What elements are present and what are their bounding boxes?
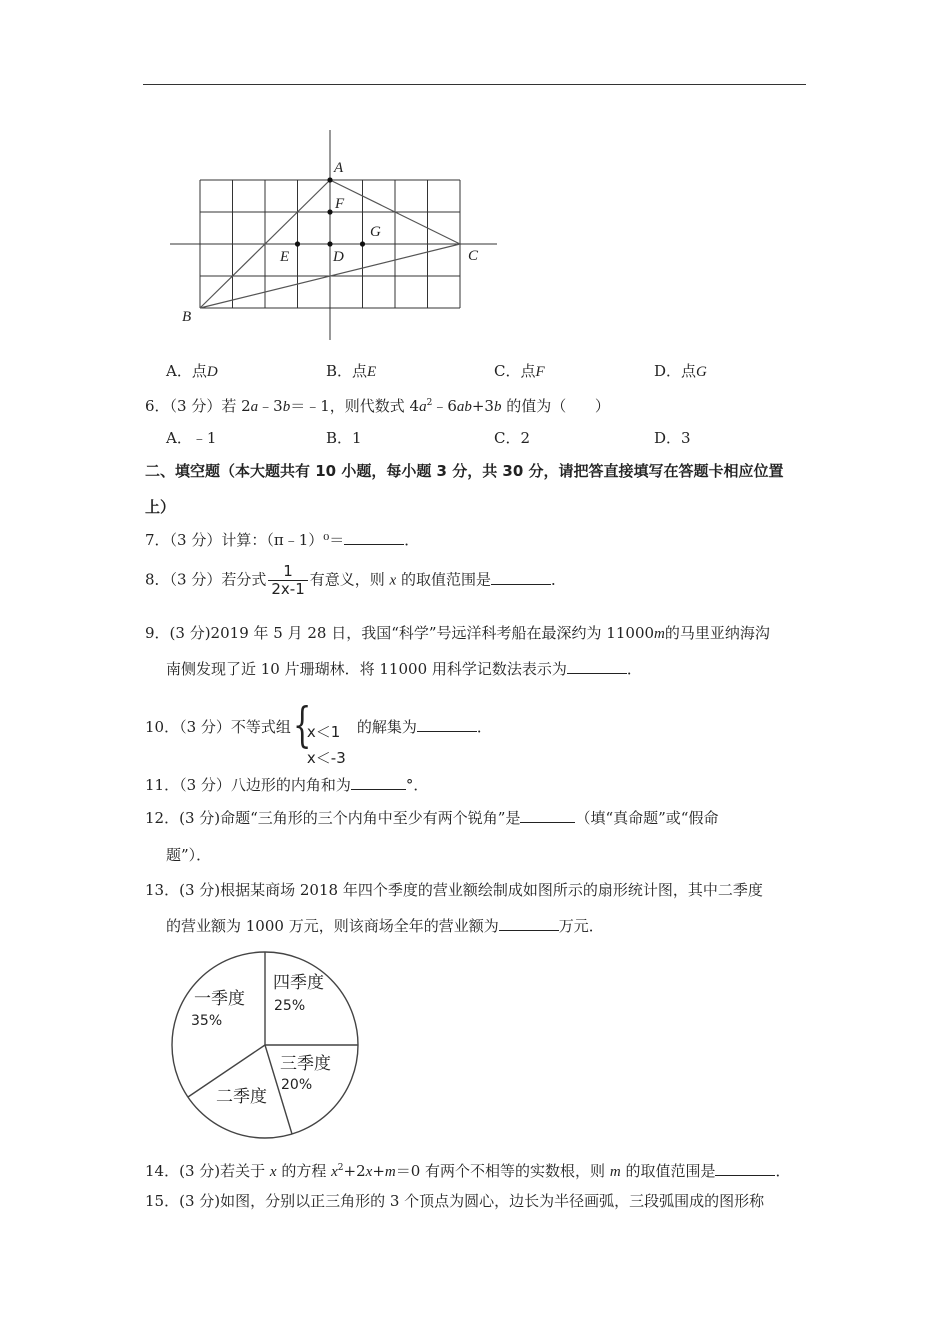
slice-percent-q1: 35% [191, 1013, 223, 1029]
pie-chart [168, 948, 364, 1144]
label-d: D [333, 249, 344, 265]
slice-percent-q3: 20% [281, 1077, 313, 1093]
q15-line1: 15．(3 分)如图，分别以正三角形的 3 个顶点为圆心，边长为半径画弧，三段弧围成的图形称 [145, 1192, 765, 1210]
point-a [327, 177, 332, 182]
answer-blank[interactable] [499, 915, 559, 931]
point-e [295, 241, 300, 246]
q6-option-a: A．﹣1 [166, 429, 217, 447]
q10: 10．（3 分）不等式组 { x＜1 x＜-3 的解集为 ． [145, 697, 492, 767]
q12-line2: 题”）． [166, 846, 212, 864]
slice-label-q3: 三季度 [280, 1054, 331, 1074]
q13-line2: 的营业额为 1000 万元，则该商场全年的营业额为 万元． [166, 917, 604, 935]
q11: 11．（3 分）八边形的内角和为 °． [145, 776, 429, 794]
q8: 8．（3 分）若分式 $\frac{1}{2x-1}$ 有意义，则 x 的取值范围是 ． [145, 562, 567, 598]
answer-blank[interactable] [351, 774, 406, 790]
point-d [327, 241, 332, 246]
q5-option-a: A．点D [166, 362, 218, 380]
inequality-system: { x＜1 x＜-3 [292, 697, 346, 767]
answer-blank[interactable] [715, 1160, 775, 1176]
q14: 14．(3 分)若关于 x 的方程 $x^2+2x+m=0$ 有两个不相等的实数根，则 m 的取值范围是 ． [145, 1162, 791, 1180]
fraction: $\frac{1}{2x-1}$ [268, 563, 307, 598]
q7: 7．（3 分）计算：（π﹣1）⁰＝ ． [145, 531, 420, 549]
q6-stem: 6．（3 分）若 2a﹣3b＝﹣1，则代数式 $4a^2﹣6ab+3b$ 的值为（ ） [145, 397, 610, 415]
label-g: G [370, 224, 381, 240]
section-heading-cont: 上） [145, 498, 176, 516]
q12-line1: 12．(3 分)命题“三角形的三个内角中至少有两个锐角”是 （填“真命题”或“假命 [145, 809, 719, 827]
slice-percent-q4: 25% [274, 998, 306, 1014]
point-f [327, 209, 332, 214]
label-e: E [280, 249, 290, 265]
q9-line1: 9．(3 分)2019 年 5 月 28 日，我国“科学”号远洋科考船在最深约为 11000m的马里亚纳海沟 [145, 624, 770, 642]
q9-line2: 南侧发现了近 10 片珊瑚林．将 11000 用科学记数法表示为 ． [166, 660, 642, 678]
slice-label-q2: 二季度 [216, 1087, 267, 1107]
label-b: B [182, 309, 192, 325]
answer-blank[interactable] [491, 569, 551, 585]
answer-blank[interactable] [520, 807, 575, 823]
q6-option-c: C．2 [494, 429, 531, 447]
answer-blank[interactable] [417, 716, 477, 732]
label-f: F [335, 196, 345, 212]
q5-option-b: B．点E [326, 362, 377, 380]
q6-option-d: D．3 [654, 429, 691, 447]
section-heading: 二、填空题（本大题共有 10 小题，每小题 3 分，共 30 分，请把答直接填写在答题卡相应位置 [145, 462, 784, 480]
q5-option-d: D．点G [654, 362, 707, 380]
grid-figure [165, 125, 505, 345]
q6-option-b: B．1 [326, 429, 362, 447]
slice-label-q4: 四季度 [273, 973, 324, 993]
q5-option-c: C．点F [494, 362, 545, 380]
answer-blank[interactable] [567, 658, 627, 674]
label-c: C [468, 248, 479, 264]
point-g [360, 241, 365, 246]
slice-label-q1: 一季度 [194, 989, 245, 1009]
label-a: A [334, 160, 344, 176]
q13-line1: 13．(3 分)根据某商场 2018 年四个季度的营业额绘制成如图所示的扇形统计图，其中二季度 [145, 881, 763, 899]
header-rule [143, 84, 806, 85]
answer-blank[interactable] [344, 529, 404, 545]
